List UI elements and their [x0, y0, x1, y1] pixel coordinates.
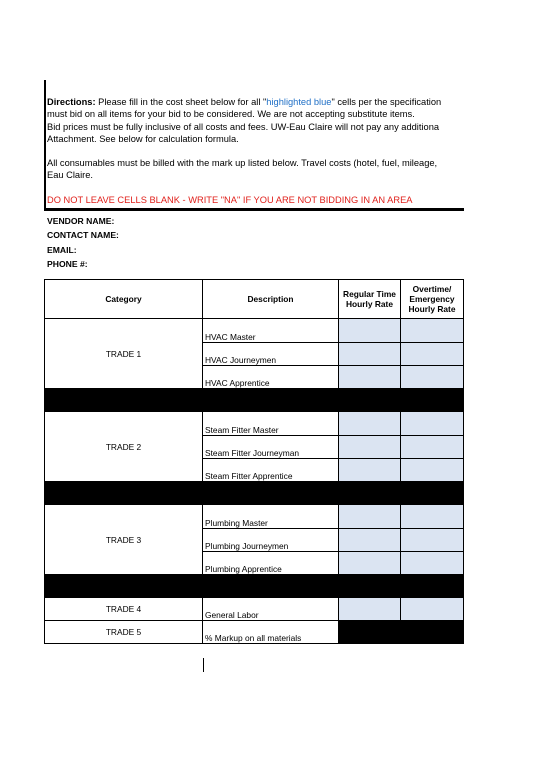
vendor-info — [47, 214, 119, 271]
warning-text: DO NOT LEAVE CELLS BLANK - WRITE "NA" IF YOU ARE NOT BIDDING IN AN AREA — [47, 194, 413, 205]
regular-rate-input[interactable] — [339, 552, 401, 575]
directions-line-6: Eau Claire. — [47, 170, 93, 181]
header-description: Description — [203, 280, 339, 319]
category-cell: TRADE 5 — [45, 621, 203, 644]
overtime-rate-input[interactable] — [401, 529, 464, 552]
directions-line-1 — [47, 96, 463, 108]
header-category: Category — [45, 280, 203, 319]
regular-rate-input[interactable] — [339, 459, 401, 482]
regular-rate-input[interactable] — [339, 412, 401, 436]
description-cell: Steam Fitter Apprentice — [203, 459, 339, 482]
description-cell: Steam Fitter Journeyman — [203, 436, 339, 459]
markup-blocked-cell — [339, 621, 464, 644]
header-regular-rate: Regular Time Hourly Rate — [339, 280, 401, 319]
description-cell: General Labor — [203, 598, 339, 621]
vendor-name-label: VENDOR NAME: — [47, 216, 115, 226]
regular-rate-input[interactable] — [339, 529, 401, 552]
directions-block — [47, 96, 463, 206]
phone-label: PHONE #: — [47, 258, 88, 269]
description-cell: % Markup on all materials — [203, 621, 339, 644]
directions-line-5: All consumables must be billed with the mark up listed below. Travel costs (hotel, fuel, mileage, — [47, 158, 438, 169]
description-cell: Plumbing Master — [203, 505, 339, 529]
directions-text: Please fill in the cost sheet below for all " — [95, 97, 267, 107]
overtime-rate-input[interactable] — [401, 412, 464, 436]
contact-name-label: CONTACT NAME: — [47, 230, 119, 241]
description-cell: HVAC Journeymen — [203, 343, 339, 366]
separator-row — [45, 389, 464, 412]
regular-rate-input[interactable] — [339, 598, 401, 621]
separator-cell — [45, 389, 464, 412]
overtime-rate-input[interactable] — [401, 436, 464, 459]
table-row — [45, 319, 464, 343]
email-label: EMAIL: — [47, 244, 77, 255]
section-divider — [44, 208, 464, 211]
cost-sheet-table — [44, 279, 464, 644]
description-cell: HVAC Apprentice — [203, 366, 339, 389]
separator-cell — [45, 575, 464, 598]
overtime-rate-input[interactable] — [401, 366, 464, 389]
overtime-rate-input[interactable] — [401, 343, 464, 366]
header-overtime-rate: Overtime/ Emergency Hourly Rate — [401, 280, 464, 319]
highlight-text: highlighted blue — [266, 97, 332, 107]
table-row — [45, 412, 464, 436]
separator-cell — [45, 482, 464, 505]
overtime-rate-input[interactable] — [401, 598, 464, 621]
overtime-rate-input[interactable] — [401, 505, 464, 529]
description-cell: Plumbing Journeymen — [203, 529, 339, 552]
overtime-rate-input[interactable] — [401, 459, 464, 482]
description-cell: Steam Fitter Master — [203, 412, 339, 436]
overtime-rate-input[interactable] — [401, 552, 464, 575]
description-cell: Plumbing Apprentice — [203, 552, 339, 575]
category-cell: TRADE 3 — [45, 505, 203, 575]
separator-row — [45, 575, 464, 598]
header-row — [45, 280, 464, 319]
regular-rate-input[interactable] — [339, 505, 401, 529]
regular-rate-input[interactable] — [339, 366, 401, 389]
regular-rate-input[interactable] — [339, 343, 401, 366]
regular-rate-input[interactable] — [339, 436, 401, 459]
table-row — [45, 505, 464, 529]
category-cell: TRADE 1 — [45, 319, 203, 389]
regular-rate-input[interactable] — [339, 319, 401, 343]
category-cell: TRADE 2 — [45, 412, 203, 482]
table-tail-line — [203, 658, 204, 672]
directions-line-3: Bid prices must be fully inclusive of all costs and fees. UW-Eau Claire will not pay any additiona — [47, 121, 440, 132]
directions-text-end: " cells per the specification — [331, 97, 442, 107]
separator-row — [45, 482, 464, 505]
directions-line-4: Attachment. See below for calculation formula. — [47, 133, 239, 144]
category-cell: TRADE 4 — [45, 598, 203, 621]
table-row — [45, 621, 464, 644]
overtime-rate-input[interactable] — [401, 319, 464, 343]
left-border-line — [44, 80, 46, 210]
description-cell: HVAC Master — [203, 319, 339, 343]
directions-line-2: must bid on all items for your bid to be considered. We are not accepting substitute items. — [47, 109, 415, 120]
directions-label: Directions: — [47, 97, 96, 107]
table-row — [45, 598, 464, 621]
